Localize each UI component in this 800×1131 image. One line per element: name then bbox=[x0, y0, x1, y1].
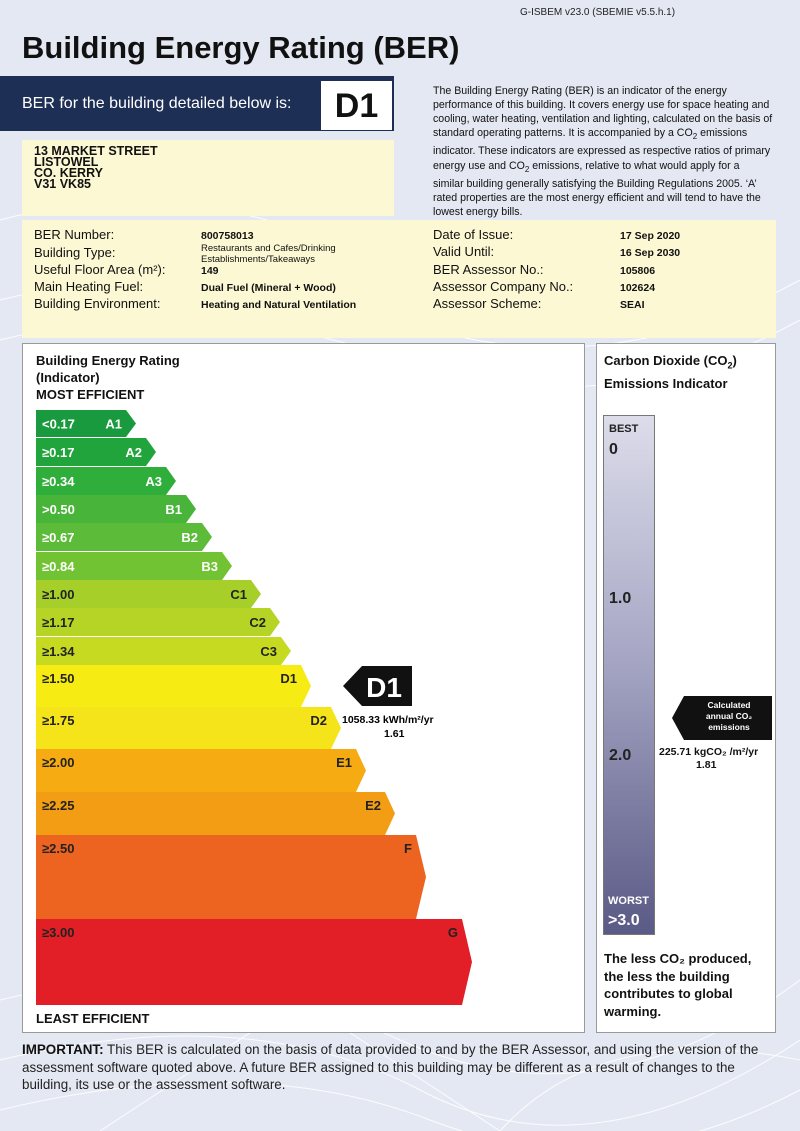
co2-scale-1: 1.0 bbox=[609, 590, 632, 607]
detail-value-assessor-no: 105806 bbox=[620, 265, 656, 277]
rating-heading-line2: (Indicator) bbox=[36, 370, 100, 385]
rating-band-f bbox=[36, 835, 426, 919]
ber-banner-label: BER for the building detailed below is: bbox=[22, 95, 292, 112]
co2-worst-label: WORST bbox=[608, 895, 649, 907]
detail-value-building-type: Restaurants and Cafes/Drinking Establishments/Takeaways bbox=[201, 243, 336, 265]
intro-text: The Building Energy Rating (BER) is an indicator of the energy performance of this building. It covers energy use for space heating and cooling, water heating, ventilation and lighting, calculated on the basis of standard operating patterns. It is accompanied by a $CO_2$ emissions indicator. These indicators are expressed as respective ratios of primary energy use and $CO_2$ emissions, relative to what would apply for a similar building generally satisfying the Building Regulations 2005. ‘A’ rated properties are the most energy efficient and will tend to have the lowest energy bills. bbox=[433, 85, 773, 218]
co2-heading-line2: Emissions Indicator bbox=[604, 375, 728, 391]
detail-label-valid-until: Valid Until: bbox=[433, 244, 495, 259]
co2-heading bbox=[604, 352, 737, 392]
band-grade-label: E1 bbox=[336, 755, 352, 770]
band-grade-label: A2 bbox=[125, 445, 142, 460]
least-efficient-label: LEAST EFFICIENT bbox=[36, 1011, 150, 1026]
band-threshold-label: ≥1.50 bbox=[42, 671, 75, 686]
important-notice: IMPORTANT: This BER is calculated on the basis of data provided to and by the BER Assessor, and using the version of the assessment software quoted above. A future BER assigned to this building may be different as a result of changes to the building, its use or the assessment software. bbox=[22, 1042, 759, 1092]
rating-result-grade: D1 bbox=[366, 672, 402, 703]
band-grade-label: G bbox=[447, 925, 458, 940]
band-threshold-label: ≥0.17 bbox=[42, 445, 75, 460]
ber-rating-box: D1 bbox=[320, 80, 393, 131]
detail-value-date-issue: 17 Sep 2020 bbox=[620, 230, 681, 242]
band-threshold-label: ≥2.25 bbox=[42, 798, 75, 813]
rating-band-d1 bbox=[36, 665, 311, 707]
band-grade-label: C3 bbox=[260, 644, 277, 659]
co2-callout-text: Calculated annual CO₂ emissions bbox=[705, 700, 753, 732]
band-threshold-label: ≥0.34 bbox=[42, 474, 75, 489]
rating-band-e1 bbox=[36, 749, 366, 792]
band-grade-label: E2 bbox=[365, 798, 381, 813]
co2-footer-text: The less CO₂ produced, the less the building contributes to global warming. bbox=[604, 951, 752, 1019]
band-grade-label: C2 bbox=[249, 615, 266, 630]
band-threshold-label: ≥1.00 bbox=[42, 587, 75, 602]
detail-value-valid-until: 16 Sep 2030 bbox=[620, 247, 681, 259]
co2-value: 225.71 kgCO₂ /m²/yr bbox=[659, 746, 759, 758]
band-grade-label: B1 bbox=[165, 502, 182, 517]
software-version: G-ISBEM v23.0 (SBEMIE v5.5.h.1) bbox=[520, 7, 676, 18]
rating-band-e2 bbox=[36, 792, 395, 835]
rating-result-ratio: 1.61 bbox=[384, 728, 405, 740]
detail-label-assessor-no: BER Assessor No.: bbox=[433, 262, 544, 277]
rating-heading-line1: Building Energy Rating bbox=[36, 353, 180, 368]
band-grade-label: A1 bbox=[105, 416, 122, 432]
address-line: V31 VK85 bbox=[34, 177, 91, 191]
detail-value-company-no: 102624 bbox=[620, 282, 656, 294]
co2-scale-2: 2.0 bbox=[609, 747, 632, 764]
detail-value-floor-area: 149 bbox=[201, 265, 219, 277]
co2-ratio: 1.81 bbox=[696, 759, 717, 771]
address-line: CO. KERRY bbox=[34, 166, 103, 180]
band-grade-label: D2 bbox=[310, 713, 327, 728]
co2-scale-0: 0 bbox=[609, 441, 618, 458]
detail-value-scheme: SEAI bbox=[620, 299, 645, 311]
co2-heading-line1: Carbon Dioxide $(CO_2)$ bbox=[604, 353, 737, 371]
detail-label-company-no: Assessor Company No.: bbox=[433, 279, 574, 294]
band-grade-label: A3 bbox=[145, 474, 162, 489]
band-grade-label: D1 bbox=[280, 671, 297, 686]
band-threshold-label: <0.17 bbox=[42, 416, 75, 432]
co2-scale-3: >3.0 bbox=[608, 912, 640, 929]
co2-scale-bar bbox=[603, 415, 655, 935]
band-threshold-label: ≥1.75 bbox=[42, 713, 75, 728]
band-threshold-label: ≥3.00 bbox=[42, 925, 75, 940]
band-threshold-label: ≥0.67 bbox=[42, 530, 75, 545]
rating-result-energy: 1058.33 kWh/m²/yr bbox=[342, 714, 434, 726]
detail-value-ber-number: 800758013 bbox=[201, 230, 254, 242]
band-grade-label: C1 bbox=[230, 587, 247, 602]
page-title: Building Energy Rating (BER) bbox=[22, 30, 460, 65]
detail-value-environment: Heating and Natural Ventilation bbox=[201, 299, 357, 311]
most-efficient-label: MOST EFFICIENT bbox=[36, 387, 145, 402]
address-line: 13 MARKET STREET bbox=[34, 144, 158, 158]
address-line: LISTOWEL bbox=[34, 155, 99, 169]
detail-value-heating-fuel: Dual Fuel (Mineral + Wood) bbox=[201, 282, 336, 294]
detail-label-date-issue: Date of Issue: bbox=[433, 227, 514, 242]
band-grade-label: F bbox=[404, 841, 412, 856]
band-threshold-label: ≥0.84 bbox=[42, 559, 75, 574]
detail-label-scheme: Assessor Scheme: bbox=[433, 296, 542, 311]
detail-label-building-type: Building Type: bbox=[34, 245, 116, 260]
band-threshold-label: ≥2.00 bbox=[42, 755, 75, 770]
detail-label-ber-number: BER Number: bbox=[34, 227, 115, 242]
band-threshold-label: >0.50 bbox=[42, 502, 75, 517]
band-threshold-label: ≥2.50 bbox=[42, 841, 75, 856]
band-threshold-label: ≥1.34 bbox=[42, 644, 75, 659]
co2-best-label: BEST bbox=[609, 423, 639, 435]
rating-band-g bbox=[36, 919, 472, 1005]
detail-label-floor-area: Useful Floor Area (m²): bbox=[34, 262, 166, 277]
band-threshold-label: ≥1.17 bbox=[42, 615, 75, 630]
band-grade-label: B2 bbox=[181, 530, 198, 545]
band-grade-label: B3 bbox=[201, 559, 218, 574]
rating-result-marker bbox=[342, 666, 434, 740]
detail-label-heating-fuel: Main Heating Fuel: bbox=[34, 279, 144, 294]
detail-label-environment: Building Environment: bbox=[34, 296, 161, 311]
rating-band-d2 bbox=[36, 707, 341, 749]
